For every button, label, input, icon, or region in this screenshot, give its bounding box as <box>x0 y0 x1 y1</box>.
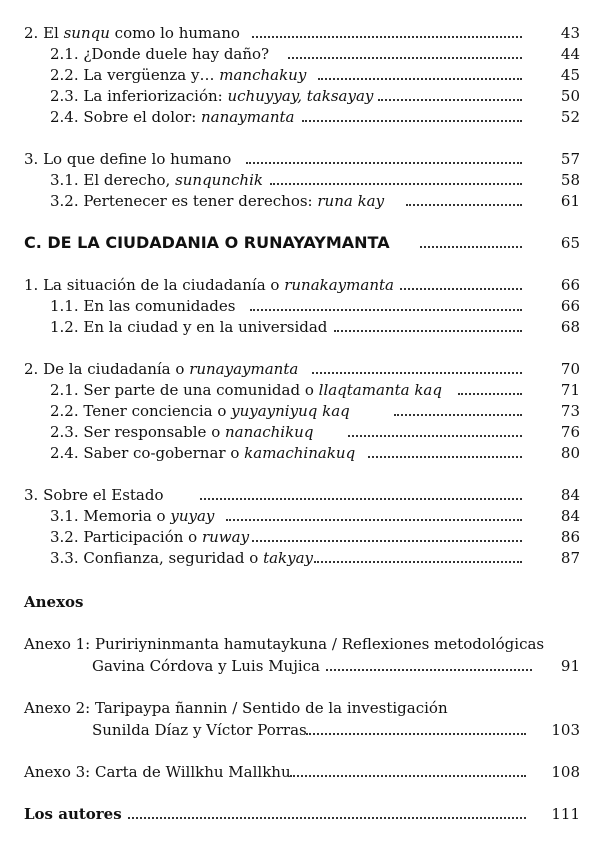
toc-entry-3-1 <box>0 169 600 191</box>
toc-entry-3 <box>0 148 600 170</box>
dot-leader <box>420 246 522 248</box>
anexo-3-row <box>0 761 600 783</box>
dot-leader <box>288 57 522 59</box>
dot-leader <box>270 183 522 185</box>
dot-leader <box>348 435 522 437</box>
page-number: 50 <box>560 87 580 105</box>
toc-entry-c-3-3 <box>0 547 600 569</box>
toc-entry-c-1 <box>0 274 600 296</box>
page-number: 68 <box>560 318 580 336</box>
page-number: 58 <box>560 171 580 189</box>
page-number: 66 <box>560 276 580 294</box>
anexo-2-authors-row <box>0 719 600 741</box>
entry-label: 2.2. Tener conciencia o yuyayniyuq kaq <box>50 402 350 420</box>
page-number: 66 <box>560 297 580 315</box>
dot-leader <box>226 519 522 521</box>
page-number: 70 <box>560 360 580 378</box>
entry-label: 2.4. Sobre el dolor: nanaymanta <box>50 108 295 126</box>
entry-label: 3. Lo que define lo humano <box>24 150 232 168</box>
dot-leader <box>334 330 522 332</box>
anexo-1-authors-row <box>0 655 600 677</box>
dot-leader <box>302 120 522 122</box>
dot-leader <box>326 669 532 671</box>
toc-entry-2-4 <box>0 106 600 128</box>
page-number: 73 <box>560 402 580 420</box>
dot-leader <box>378 99 522 101</box>
section-title: C. DE LA CIUDADANIA O RUNAYAYMANTA <box>24 233 390 252</box>
dot-leader <box>290 775 526 777</box>
entry-label: 2.1. ¿Donde duele hay daño? <box>50 45 270 63</box>
entry-label: 1. La situación de la ciudadanía o runakaymanta <box>24 276 394 294</box>
page-number: 44 <box>560 45 580 63</box>
toc-entry-c-2-3 <box>0 421 600 443</box>
toc-entry-c-2 <box>0 358 600 380</box>
toc-entry-2-2 <box>0 64 600 86</box>
anexo-1-title: Anexo 1: Puririyninmanta hamutaykuna / Reflexiones metodológicas <box>24 635 545 653</box>
entry-label: 3. Sobre el Estado <box>24 486 164 504</box>
toc-entry-2-1 <box>0 43 600 65</box>
toc-entry-c-2-2 <box>0 400 600 422</box>
toc-entry-c-2-1 <box>0 379 600 401</box>
dot-leader <box>400 288 522 290</box>
entry-label: Anexo 3: Carta de Willkhu Mallkhu <box>24 763 291 781</box>
entry-label: 2. De la ciudadanía o runayaymanta <box>24 360 299 378</box>
entry-label: 1.1. En las comunidades <box>50 297 236 315</box>
dot-leader <box>246 162 522 164</box>
dot-leader <box>200 498 522 500</box>
toc-entry-c-1-1 <box>0 295 600 317</box>
dot-leader <box>394 414 522 416</box>
entry-label: 2.4. Saber co-gobernar o kamachinakuq <box>50 444 356 462</box>
anexo-1-authors: Gavina Córdova y Luis Mujica <box>92 657 321 675</box>
page-number: 61 <box>560 192 580 210</box>
toc-entry-c-1-2 <box>0 316 600 338</box>
page-number: 86 <box>560 528 580 546</box>
page-number: 57 <box>560 150 580 168</box>
entry-label: Los autores <box>24 805 122 823</box>
page-number: 52 <box>560 108 580 126</box>
toc-entry-2 <box>0 22 600 44</box>
dot-leader <box>312 372 522 374</box>
anexos-heading: Anexos <box>24 593 84 611</box>
page-number: 84 <box>560 507 580 525</box>
page-number: 71 <box>560 381 580 399</box>
dot-leader <box>318 78 522 80</box>
page-number: 45 <box>560 66 580 84</box>
entry-label: 2.1. Ser parte de una comunidad o llaqtamanta kaq <box>50 381 442 399</box>
autores-row <box>0 803 600 825</box>
dot-leader <box>368 456 522 458</box>
dot-leader <box>252 36 522 38</box>
toc-entry-c-3-2 <box>0 526 600 548</box>
page-number: 43 <box>560 24 580 42</box>
dot-leader <box>252 540 522 542</box>
entry-label: 3.1. Memoria o yuyay <box>50 507 215 525</box>
entry-label: 2.2. La vergüenza y… manchakuy <box>50 66 307 84</box>
toc-entry-2-3 <box>0 85 600 107</box>
anexo-2-title: Anexo 2: Taripaypa ñannin / Sentido de la investigación <box>24 699 448 717</box>
entry-label: 2.3. La inferiorización: uchuyyay, taksayay <box>50 87 374 105</box>
entry-label: 2.3. Ser responsable o nanachikuq <box>50 423 314 441</box>
dot-leader <box>128 817 526 819</box>
entry-label: 3.3. Confianza, seguridad o takyay <box>50 549 314 567</box>
page-number: 91 <box>560 657 580 675</box>
entry-label: 2. El sunqu como lo humano <box>24 24 240 42</box>
page-number: 108 <box>551 763 580 781</box>
page-number: 111 <box>551 805 580 823</box>
toc-section-c <box>0 232 600 254</box>
page-number: 76 <box>560 423 580 441</box>
dot-leader <box>306 733 526 735</box>
toc-entry-c-2-4 <box>0 442 600 464</box>
dot-leader <box>250 309 522 311</box>
entry-label: 3.2. Participación o ruway <box>50 528 250 546</box>
entry-label: 1.2. En la ciudad y en la universidad <box>50 318 328 336</box>
page-number: 103 <box>551 721 580 739</box>
dot-leader <box>314 561 522 563</box>
toc-entry-c-3 <box>0 484 600 506</box>
page-number: 65 <box>560 234 580 252</box>
dot-leader <box>406 204 522 206</box>
dot-leader <box>458 393 522 395</box>
page-number: 84 <box>560 486 580 504</box>
page-number: 80 <box>560 444 580 462</box>
page-number: 87 <box>560 549 580 567</box>
anexo-2-authors: Sunilda Díaz y Víctor Porras <box>92 721 307 739</box>
toc-entry-3-2 <box>0 190 600 212</box>
entry-label: 3.2. Pertenecer es tener derechos: runa kay <box>50 192 385 210</box>
toc-entry-c-3-1 <box>0 505 600 527</box>
entry-label: 3.1. El derecho, sunqunchik <box>50 171 263 189</box>
